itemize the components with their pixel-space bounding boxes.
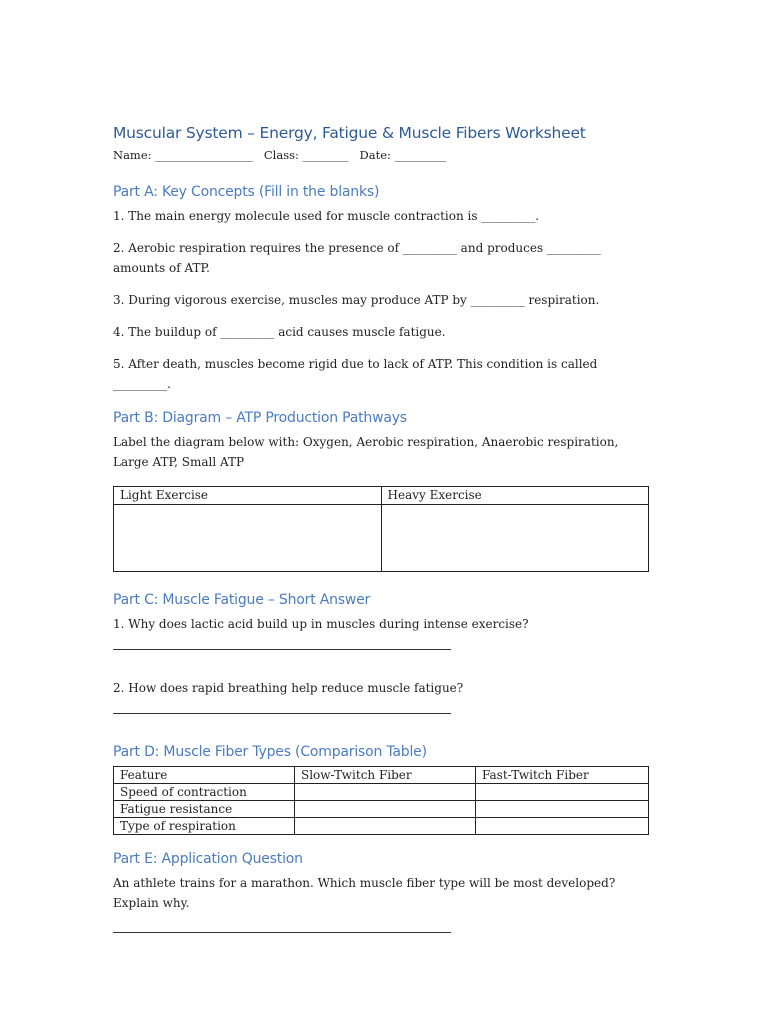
answer-line[interactable] [113, 712, 451, 714]
short-answer-question: 2. How does rapid breathing help reduce muscle fatigue? [113, 681, 464, 695]
part-b-heading: Part B: Diagram – ATP Production Pathways [113, 410, 407, 426]
atp-diagram-table [113, 486, 649, 572]
worksheet-page [113, 124, 649, 933]
table-cell-fast[interactable] [476, 784, 649, 801]
table-cell-slow[interactable] [295, 818, 476, 835]
fiber-comparison-table [113, 766, 649, 835]
part-d-section [113, 744, 649, 835]
fill-blank-item: 2. Aerobic respiration requires the presence of _________ and produces _________ amounts of ATP. [113, 241, 601, 275]
diagram-cell-heavy[interactable] [381, 505, 649, 572]
table-cell-slow[interactable] [295, 784, 476, 801]
fill-blank-item: 4. The buildup of _________ acid causes muscle fatigue. [113, 325, 446, 339]
part-e-heading: Part E: Application Question [113, 851, 303, 867]
student-info-line: Name: _________________ Class: ________ Date: _________ [113, 148, 447, 162]
part-e-section [113, 851, 649, 933]
part-a-heading: Part A: Key Concepts (Fill in the blanks) [113, 184, 380, 200]
part-b-section [113, 410, 649, 572]
table-row-label: Speed of contraction [114, 784, 295, 801]
diagram-instruction: Label the diagram below with: Oxygen, Aerobic respiration, Anaerobic respiration, Large ATP, Small ATP [113, 435, 619, 469]
document-title: Muscular System – Energy, Fatigue & Muscle Fibers Worksheet [113, 124, 586, 142]
table-header-cell: Feature [114, 767, 295, 784]
application-question: An athlete trains for a marathon. Which muscle fiber type will be most developed? Explain why. [113, 876, 616, 910]
table-header-cell: Slow-Twitch Fiber [295, 767, 476, 784]
short-answer-question: 1. Why does lactic acid build up in muscles during intense exercise? [113, 617, 529, 631]
part-d-heading: Part D: Muscle Fiber Types (Comparison Table) [113, 744, 427, 760]
table-row [114, 784, 649, 801]
table-row-label: Type of respiration [114, 818, 295, 835]
part-a-section [113, 184, 649, 394]
part-c-section [113, 592, 649, 714]
fill-blank-item: 5. After death, muscles become rigid due to lack of ATP. This condition is called _________. [113, 357, 598, 391]
part-c-heading: Part C: Muscle Fatigue – Short Answer [113, 592, 371, 608]
table-cell-fast[interactable] [476, 801, 649, 818]
diagram-header-light: Light Exercise [114, 487, 382, 505]
diagram-cell-light[interactable] [114, 505, 382, 572]
fill-blank-item: 1. The main energy molecule used for muscle contraction is _________. [113, 209, 540, 223]
fill-blank-item: 3. During vigorous exercise, muscles may produce ATP by _________ respiration. [113, 293, 600, 307]
table-header-cell: Fast-Twitch Fiber [476, 767, 649, 784]
table-header-row [114, 767, 649, 784]
table-cell-fast[interactable] [476, 818, 649, 835]
answer-line[interactable] [113, 648, 451, 650]
table-cell-slow[interactable] [295, 801, 476, 818]
table-row [114, 801, 649, 818]
table-row [114, 818, 649, 835]
diagram-header-heavy: Heavy Exercise [381, 487, 649, 505]
table-row-label: Fatigue resistance [114, 801, 295, 818]
answer-line[interactable] [113, 931, 451, 933]
